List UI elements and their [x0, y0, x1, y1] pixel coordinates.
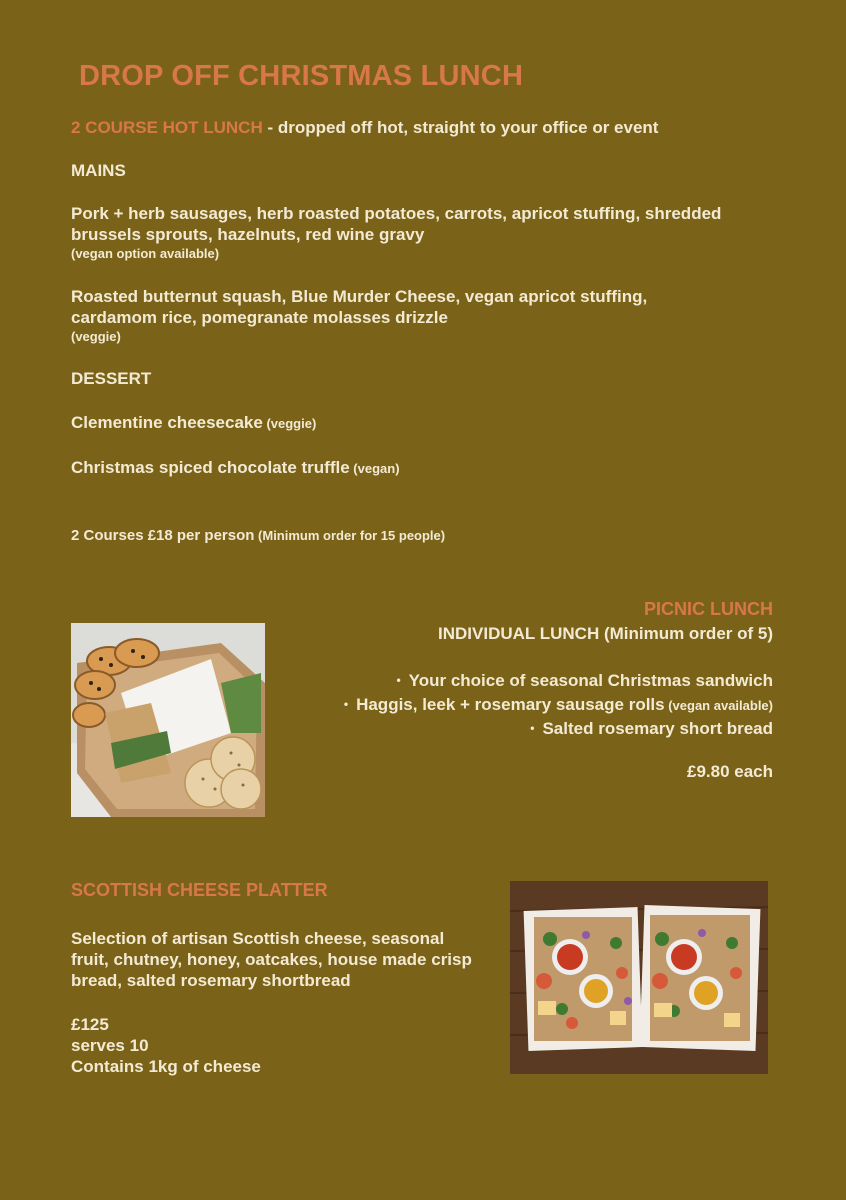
- bullet-icon: •: [530, 721, 535, 735]
- picnic-items: [344, 669, 773, 741]
- dessert-2-note: (vegan): [349, 461, 400, 476]
- dessert-2: [71, 457, 400, 479]
- main-2-line-1: Roasted butternut squash, Blue Murder Cheese, vegan apricot stuffing,: [71, 287, 648, 306]
- picnic-price: £9.80 each: [686, 762, 773, 781]
- hot-lunch-header: [71, 117, 658, 138]
- main-1-note: (vegan option available): [71, 246, 220, 261]
- dessert-1-note: (veggie): [262, 416, 317, 431]
- dessert-label: DESSERT: [71, 369, 152, 388]
- main-2-line-2: cardamom rice, pomegranate molasses drizzle: [71, 308, 448, 327]
- list-item: [344, 669, 773, 693]
- bullet-icon: •: [343, 697, 349, 711]
- main-1-line-1: Pork + herb sausages, herb roasted potatoes, carrots, apricot stuffing, shredded: [71, 204, 722, 223]
- hot-lunch-subheading: - dropped off hot, straight to your office or event: [262, 118, 659, 137]
- list-item: [344, 693, 773, 717]
- picnic-heading: PICNIC LUNCH: [644, 599, 773, 619]
- hot-lunch-price-text: 2 Courses £18 per person: [71, 527, 255, 544]
- hot-lunch-price-note: (Minimum order for 15 people): [254, 528, 446, 543]
- picnic-subheading: INDIVIDUAL LUNCH (Minimum order of 5): [438, 624, 773, 643]
- cheese-heading: SCOTTISH CHEESE PLATTER: [71, 880, 328, 900]
- main-1-line-2: brussels sprouts, hazelnuts, red wine gravy: [71, 225, 425, 244]
- hot-lunch-price: [71, 527, 445, 544]
- cheese-desc-line-1: Selection of artisan Scottish cheese, seasonal: [71, 929, 445, 948]
- dessert-1: [71, 412, 316, 434]
- page-title: DROP OFF CHRISTMAS LUNCH: [79, 60, 524, 92]
- picnic-item-text: Salted rosemary short bread: [542, 719, 773, 738]
- cheese-serves: serves 10: [71, 1036, 149, 1055]
- cheese-contains: Contains 1kg of cheese: [71, 1057, 261, 1076]
- dessert-1-name: Clementine cheesecake: [71, 413, 263, 432]
- cheese-platter-photo: [510, 881, 768, 1074]
- hot-lunch-heading: 2 COURSE HOT LUNCH: [71, 118, 263, 137]
- cheese-desc-line-3: bread, salted rosemary shortbread: [71, 971, 351, 990]
- cheese-desc-line-2: fruit, chutney, honey, oatcakes, house made crisp: [71, 950, 472, 969]
- bullet-icon: •: [396, 673, 401, 687]
- mains-label: MAINS: [71, 161, 126, 180]
- list-item: [344, 717, 773, 741]
- main-2-note: (veggie): [71, 329, 121, 344]
- picnic-item-text: Haggis, leek + rosemary sausage rolls: [356, 695, 665, 714]
- dessert-2-name: Christmas spiced chocolate truffle: [71, 458, 350, 477]
- picnic-item-note: (vegan available): [664, 698, 773, 713]
- cheese-price: £125: [71, 1015, 109, 1034]
- lunch-box-photo: [71, 623, 265, 817]
- picnic-item-text: Your choice of seasonal Christmas sandwich: [408, 671, 773, 690]
